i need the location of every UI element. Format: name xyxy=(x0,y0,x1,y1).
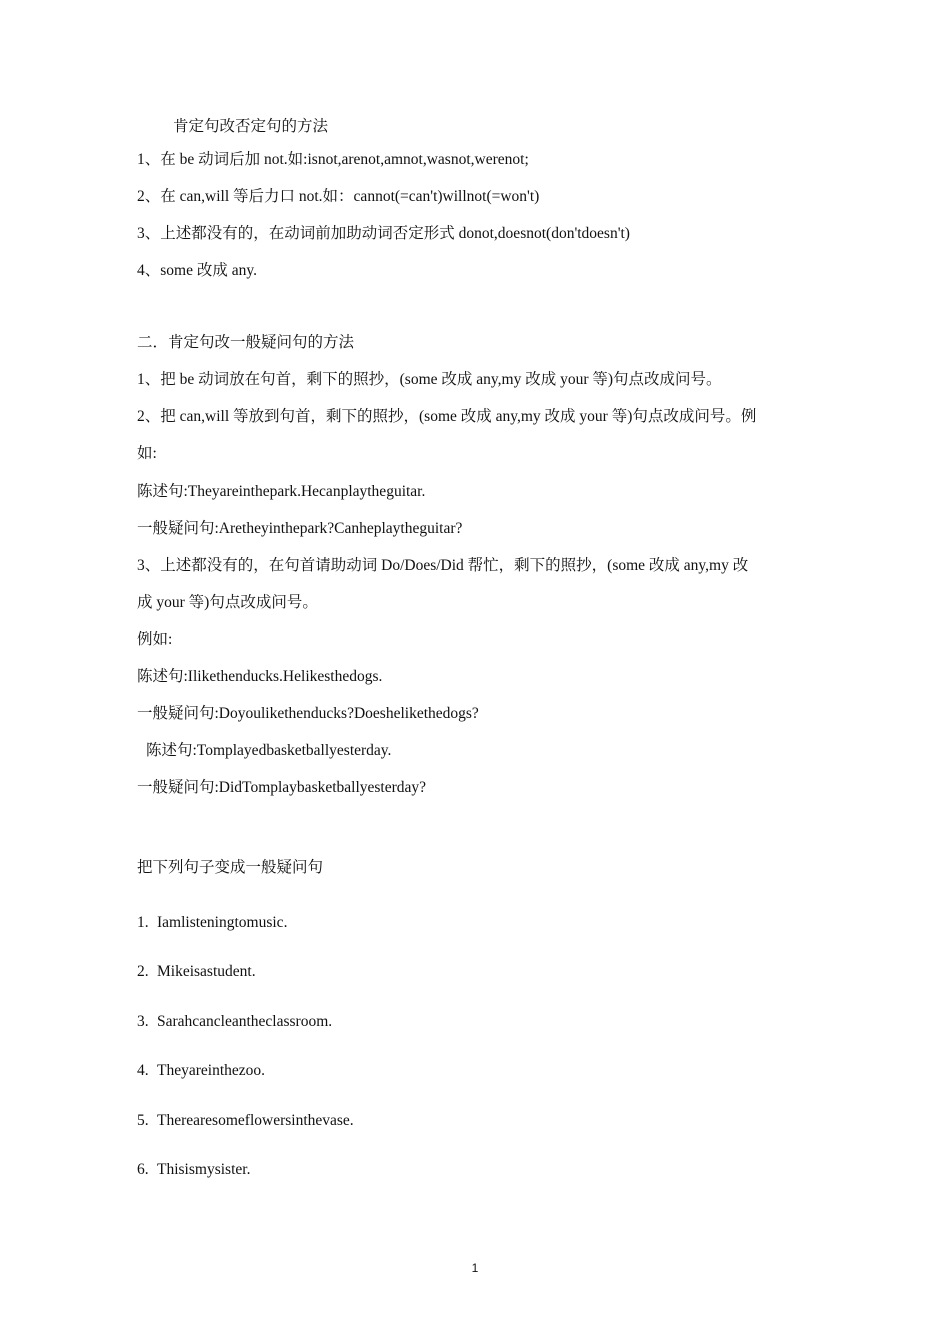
section1-rule-1: 1、在 be 动词后加 not.如:isnot,arenot,amnot,wasnot,werenot; xyxy=(137,151,529,168)
section2-rule-2-line1: 2、把 can,will 等放到句首，剩下的照抄，(some 改成 any,my 改成 your 等)句点改成问号。例 xyxy=(137,408,757,425)
exercise-item-number: 2. xyxy=(137,963,149,980)
section1-rule-2: 2、在 can,will 等后力口 not.如：cannot(=can't)willnot(=won't) xyxy=(137,188,540,205)
section2-rule-3-line1: 3、上述都没有的，在句首请助动词 Do/Does/Did 帮忙，剩下的照抄，(some 改成 any,my 改 xyxy=(137,557,749,574)
section2-rule-1: 1、把 be 动词放在句首，剩下的照抄，(some 改成 any,my 改成 your 等)句点改成问号。 xyxy=(137,371,722,388)
exercise-item-text: Therearesomeflowersinthevase. xyxy=(157,1112,354,1129)
exercise-item xyxy=(137,1012,332,1032)
section1-rule-4: 4、some 改成 any. xyxy=(137,262,257,279)
exercise-item-number: 1. xyxy=(137,914,149,931)
example2-statement: 陈述句:Ilikethenducks.Helikesthedogs. xyxy=(137,668,383,685)
exercise-item xyxy=(137,1111,354,1131)
section1-title: 肯定句改否定句的方法 xyxy=(173,118,329,135)
exercise-item xyxy=(137,913,287,933)
exercise-item xyxy=(137,962,256,982)
exercise-item-text: Iamlisteningtomusic. xyxy=(157,914,288,931)
example1-question: 一般疑问句:Aretheyinthepark?Canheplaytheguitar? xyxy=(137,520,463,537)
exercise-item-number: 3. xyxy=(137,1013,149,1030)
section2-rule-2-line2: 如: xyxy=(137,445,157,462)
example3-question: 一般疑问句:DidTomplaybasketballyesterday? xyxy=(137,779,427,796)
exercise-item-text: Sarahcancleantheclassroom. xyxy=(157,1013,333,1030)
exercise-item-text: Thisismysister. xyxy=(157,1161,251,1178)
exercise-item-number: 4. xyxy=(137,1062,149,1079)
example-label: 例如: xyxy=(137,631,173,648)
exercise-item-number: 5. xyxy=(137,1112,149,1129)
example3-statement: 陈述句:Tomplayedbasketballyesterday. xyxy=(146,742,392,759)
section1-rule-3: 3、上述都没有的，在动词前加助动词否定形式 donot,doesnot(don'tdoesn't) xyxy=(137,225,630,242)
page-number: 1 xyxy=(471,1261,479,1275)
section2-rule-3-line2: 成 your 等)句点改成问号。 xyxy=(137,594,318,611)
exercise-item-text: Theyareinthezoo. xyxy=(157,1062,266,1079)
example2-question: 一般疑问句:Doyoulikethenducks?Doeshelikethedogs? xyxy=(137,705,479,722)
exercise-title: 把下列句子变成一般疑问句 xyxy=(137,859,324,876)
exercise-item-number: 6. xyxy=(137,1161,149,1178)
exercise-item xyxy=(137,1160,250,1180)
exercise-item xyxy=(137,1061,265,1081)
exercise-item-text: Mikeisastudent. xyxy=(157,963,256,980)
example1-statement: 陈述句:Theyareinthepark.Hecanplaytheguitar. xyxy=(137,483,426,500)
section2-title: 二．肯定句改一般疑问句的方法 xyxy=(137,334,355,351)
